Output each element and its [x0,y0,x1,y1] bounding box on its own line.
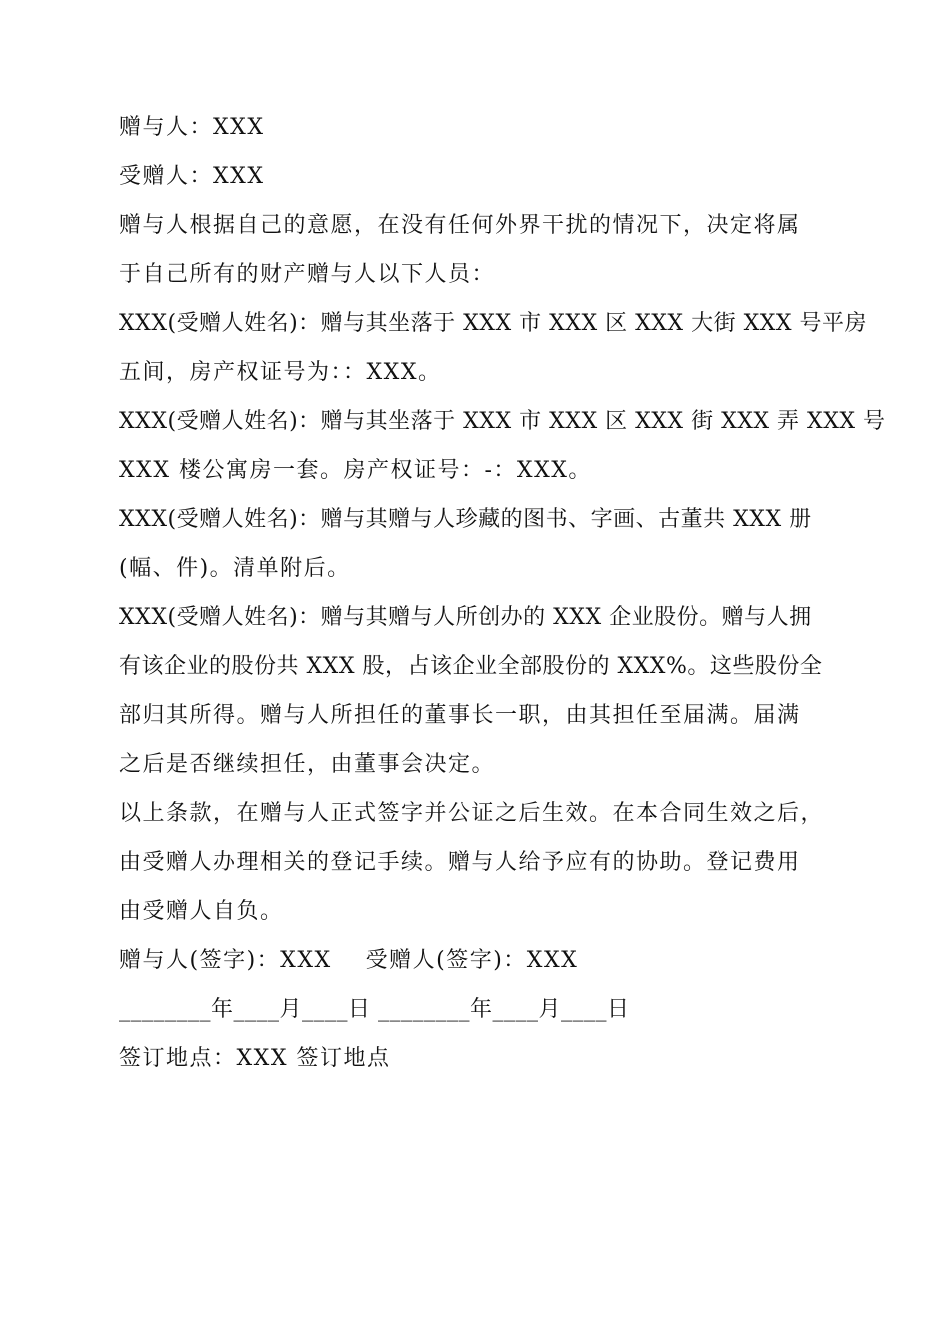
clause-apartment-line: XXX(受赠人姓名)：赠与其坐落于 XXX 市 XXX 区 XXX 街 XXX 弄 XXX 号 [119,409,886,434]
clause-collection-line: XXX(受赠人姓名)：赠与其赠与人珍藏的图书、字画、古董共 XXX 册 [119,507,812,532]
clause-house-line: 五间，房产权证号为：：XXX。 [119,360,442,385]
clause-shares-line: XXX(受赠人姓名)：赠与其赠与人所创办的 XXX 企业股份。赠与人拥 [119,605,812,630]
effective-terms-line: 以上条款，在赠与人正式签字并公证之后生效。在本合同生效之后， [119,801,825,826]
donor-line: 赠与人：XXX [119,115,265,140]
signature-line: 赠与人(签字)：XXX 受赠人(签字)：XXX [119,948,579,973]
document-body [119,103,886,1083]
clause-shares-line: 部归其所得。赠与人所担任的董事长一职，由其担任至届满。届满 [119,703,801,728]
intro-paragraph-line: 于自己所有的财产赠与人以下人员： [119,262,496,287]
clause-shares-line: 有该企业的股份共 XXX 股，占该企业全部股份的 XXX%。这些股份全 [119,654,823,679]
effective-terms-line: 由受赠人办理相关的登记手续。赠与人给予应有的协助。登记费用 [119,850,801,875]
recipient-line: 受赠人：XXX [119,164,265,189]
date-line: ________年____月____日 ________年____月____日 [119,997,630,1022]
clause-shares-line: 之后是否继续担任，由董事会决定。 [119,752,496,777]
intro-paragraph-line: 赠与人根据自己的意愿，在没有任何外界干扰的情况下，决定将属 [119,213,801,238]
clause-collection-line: (幅、件)。清单附后。 [119,556,351,581]
clause-apartment-line: XXX 楼公寓房一套。房产权证号：-：XXX。 [119,458,592,483]
clause-house-line: XXX(受赠人姓名)：赠与其坐落于 XXX 市 XXX 区 XXX 大街 XXX 号平房 [119,311,868,336]
signing-place-line: 签订地点：XXX 签订地点 [119,1046,391,1071]
effective-terms-line: 由受赠人自负。 [119,899,284,924]
